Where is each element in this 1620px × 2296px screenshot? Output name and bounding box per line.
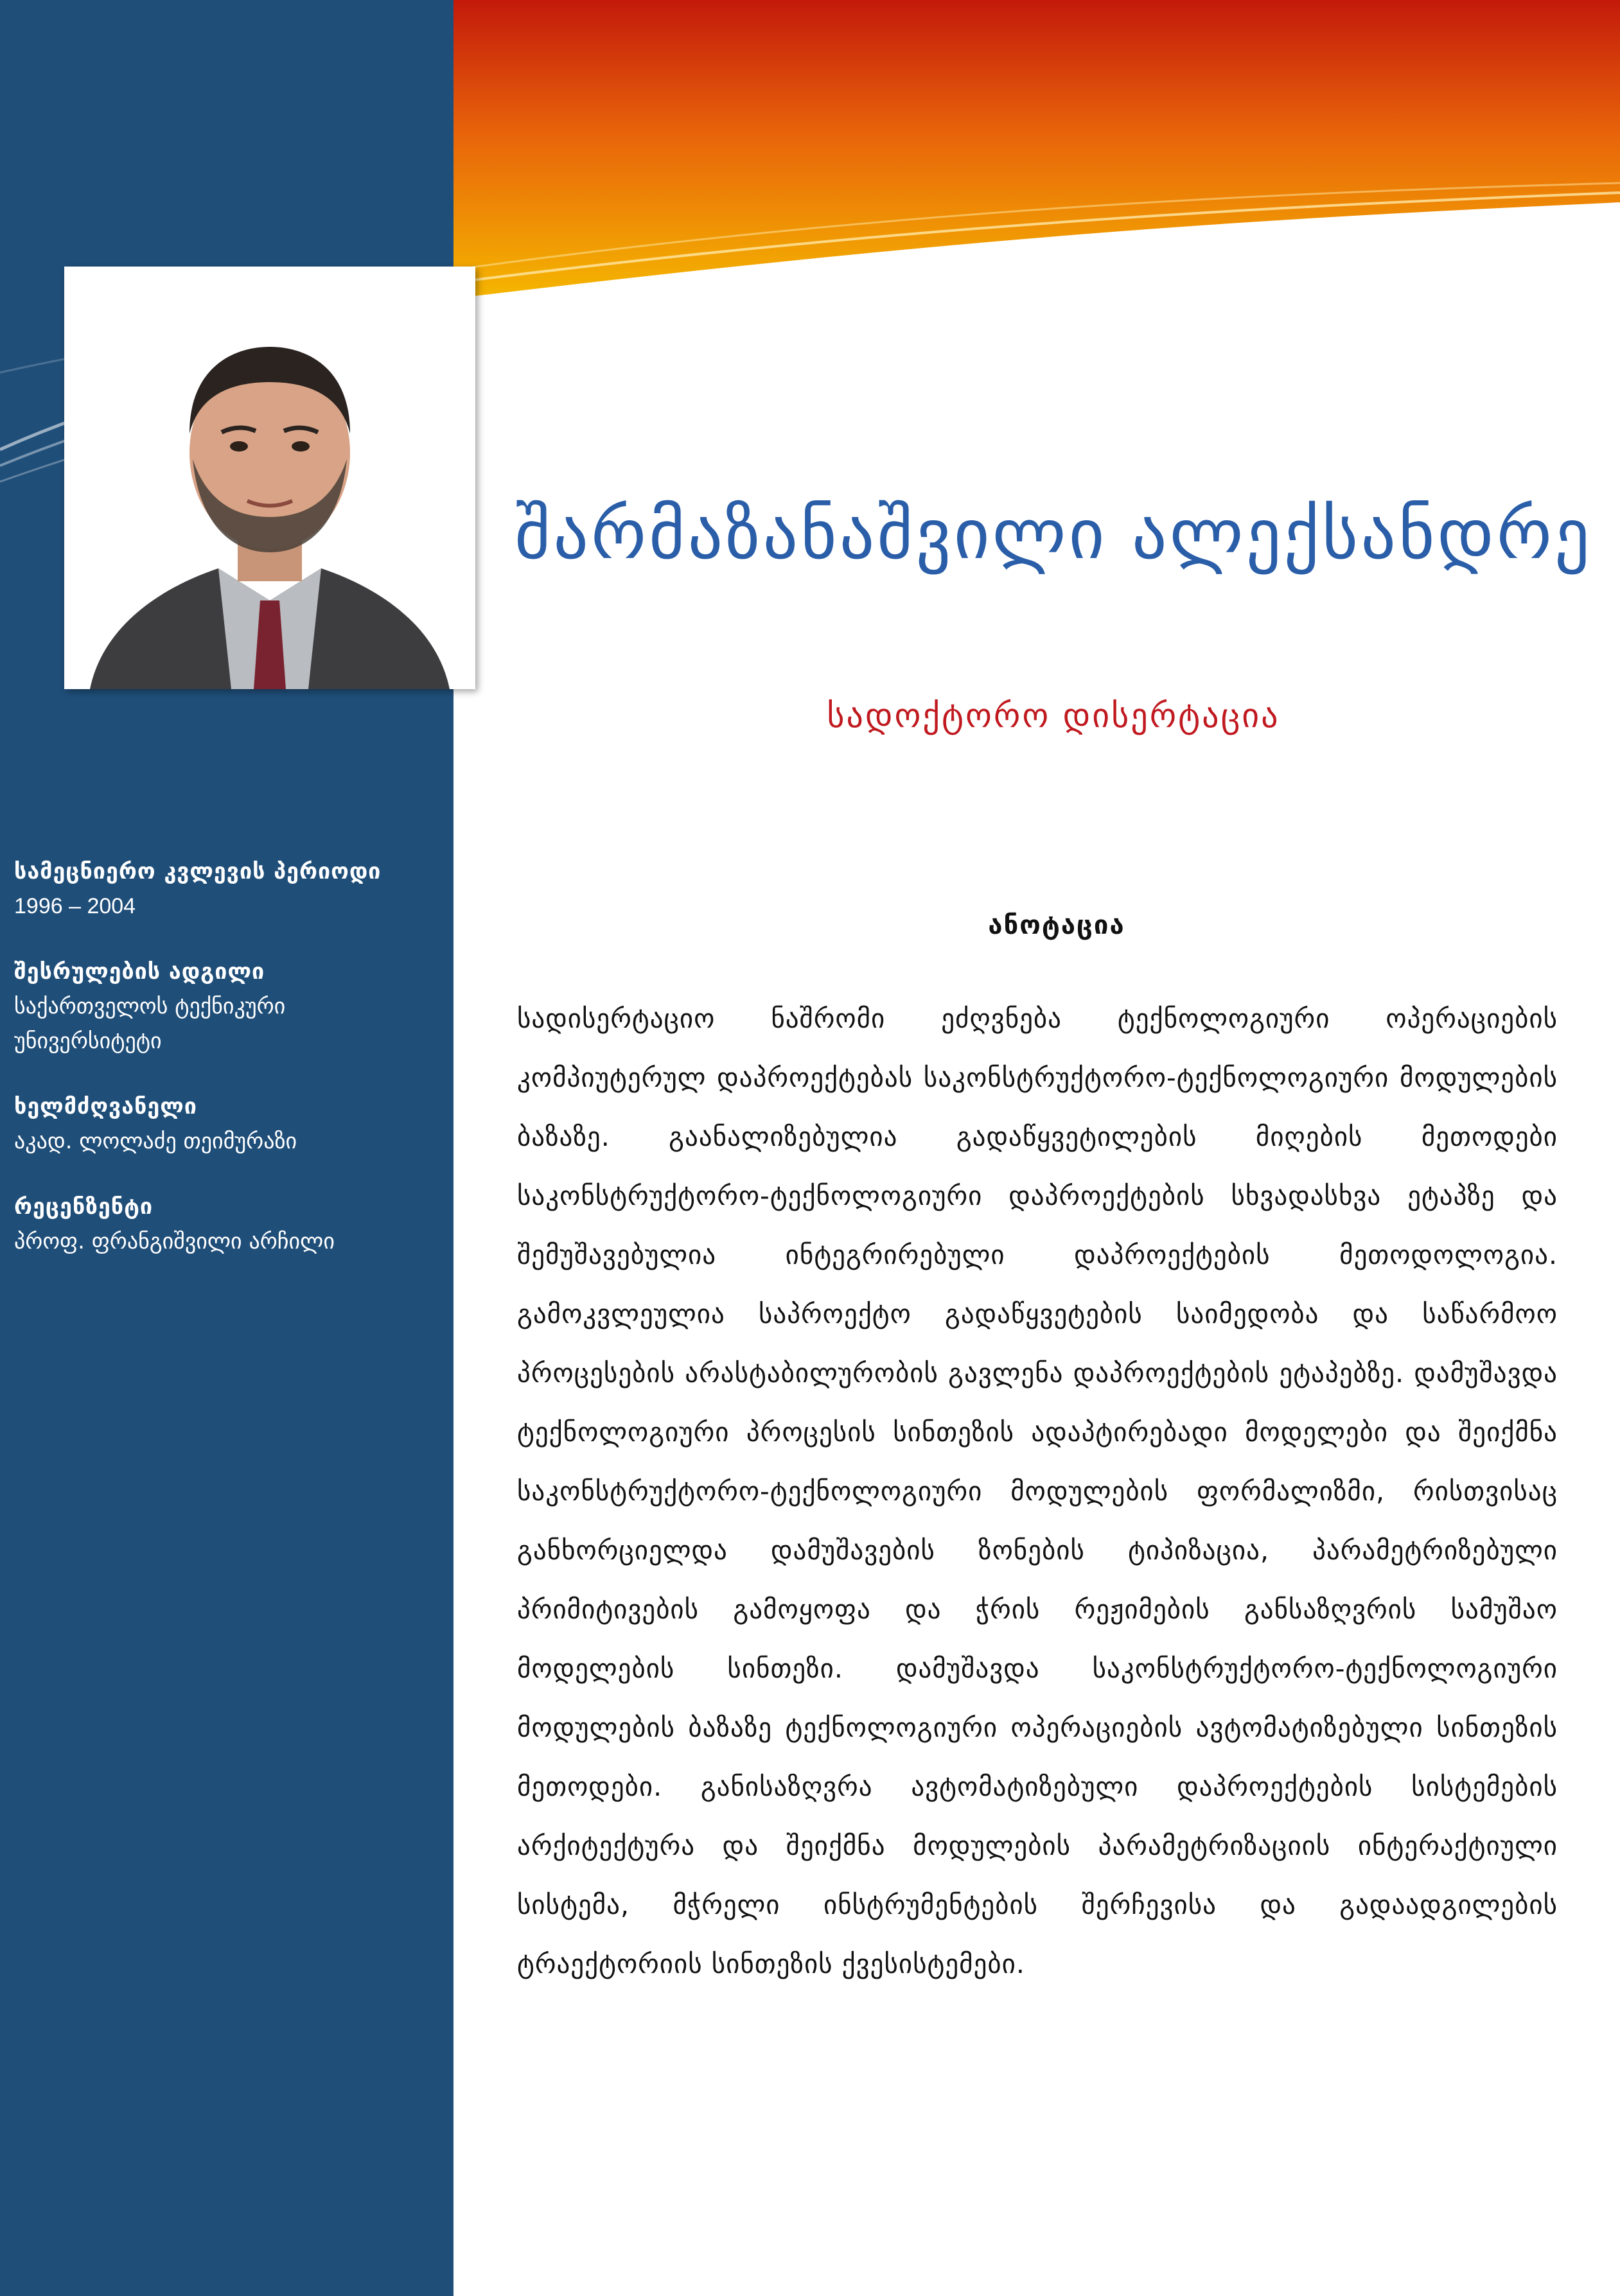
reviewer-label: რეცენზენტი <box>14 1194 154 1220</box>
supervisor-label: ხელმძღვანელი <box>14 1094 197 1119</box>
abstract-title: ანოტაცია <box>988 911 1125 940</box>
supervisor-block <box>14 1089 451 1159</box>
supervisor-value: აკად. ლოლაძე თეიმურაზი <box>14 1128 297 1154</box>
reviewer-block <box>14 1189 451 1259</box>
author-photo <box>64 267 475 689</box>
author-name: შარმაზანაშვილი ალექსანდრე <box>515 495 1592 575</box>
place-block <box>14 954 451 1058</box>
place-value: საქართველოს ტექნიკური უნივერსიტეტი <box>14 994 286 1054</box>
research-period-block <box>14 854 451 924</box>
document-type: სადოქტორო დისერტაცია <box>827 697 1280 735</box>
portrait-image <box>64 267 475 689</box>
research-period-value: 1996 – 2004 <box>14 894 136 918</box>
place-label: შესრულების ადგილი <box>14 959 265 985</box>
sidebar-info <box>14 854 451 1290</box>
header-banner <box>453 0 1620 308</box>
research-period-label: სამეცნიერო კვლევის პერიოდი <box>14 859 382 884</box>
abstract-body: სადისერტაციო ნაშრომი ეძღვნება ტექნოლოგიური ოპერაციების კომპიუტერულ დაპროექტებას საკონსტრუქტორო-ტექნოლოგიური მოდულების ბაზაზე. გაანალიზებულია გადაწყვეტილების მიღების მეთოდები საკონსტრუქტორო-ტექნოლოგიური დაპროექტების სხვადასხვა ეტაპზე და შემუშავებულია ინტეგრირებული დაპროექტების მეთოდოლოგია. გამოკვლეულია საპროექტო გადაწყვეტების საიმედობა და საწარმოო პროცესების არასტაბილურობის გავლენა დაპროექტების ეტაპებზე. დამუშავდა ტექნოლოგიური პროცესის სინთეზის ადაპტირებადი მოდელები და შეიქმნა საკონსტრუქტორო-ტექნოლოგიური მოდულების ფორმალიზმი, რისთვისაც განხორციელდა დამუშავების ზონების ტიპიზაცია, პარამეტრიზებული პრიმიტივების გამოყოფა და ჭრის რეჟიმების განსაზღვრის სამუშაო მოდელების სინთეზი. დამუშავდა საკონსტრუქტორო-ტექნოლოგიური მოდულების ბაზაზე ტექნოლოგიური ოპერაციების ავტომატიზებული სინთეზის მეთოდები. განისაზღვრა ავტომატიზებული დაპროექტების სისტემების არქიტექტურა და შეიქმნა მოდულების პარამეტრიზაციის ინტერაქტიული სისტემა, მჭრელი ინსტრუმენტების შერჩევისა და გადაადგილების ტრაექტორიის სინთეზის ქვესისტემები. <box>517 1003 1558 1979</box>
reviewer-value: პროფ. ფრანგიშვილი არჩილი <box>14 1229 335 1254</box>
